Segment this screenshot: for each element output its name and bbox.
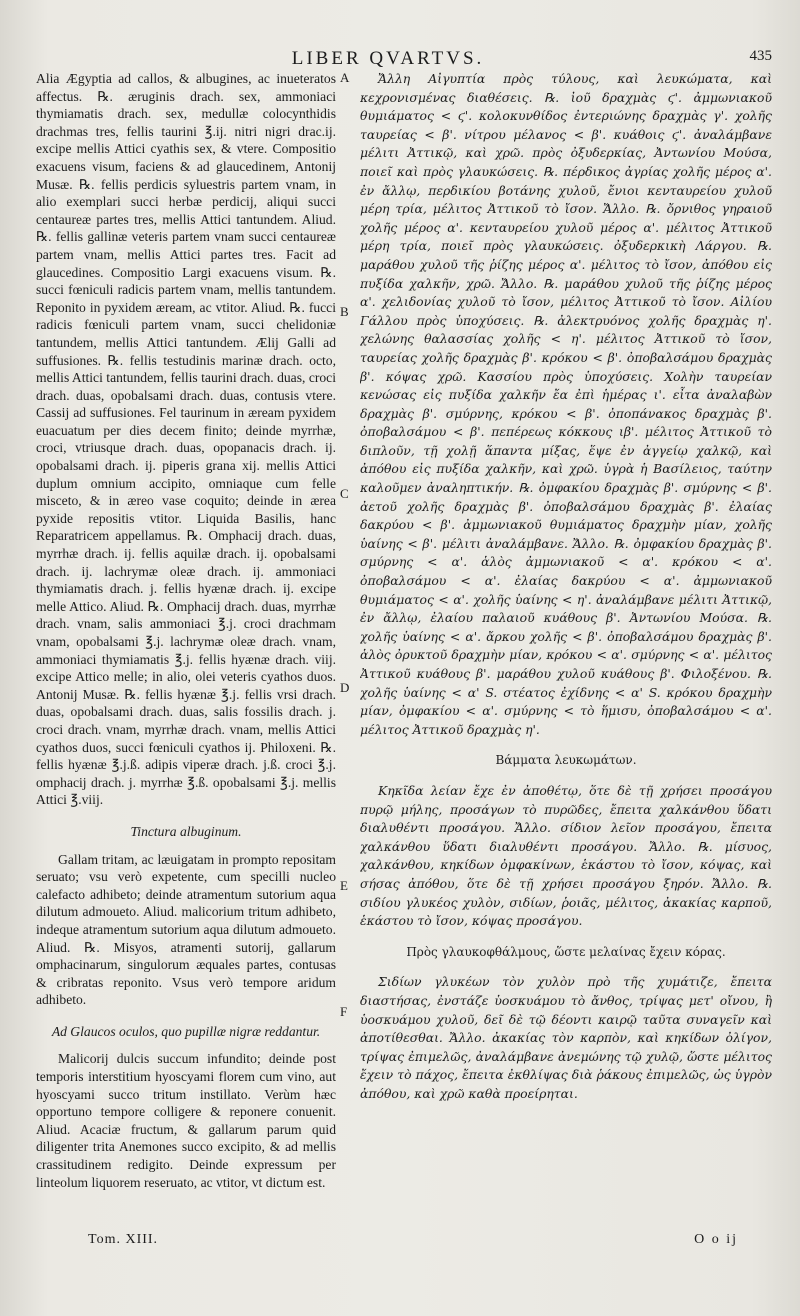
volume-label: Tom. XIII. xyxy=(88,1232,159,1247)
greek-paragraph-3: Σιδίων γλυκέων τὸν χυλὸν πρὸ τῆς χυμάτιζε, ἔπειτα διαστήσας, ἐνστάζε ὑοσκυάμου τὸ ἄνθος, τρίψας μετ' οἴνου, ἢ ὑοσκυάμου χυλοῦ, δεῖ δὲ τῷ δέοντι καιρῷ ταῦτα συναγεῖν καὶ ἀποτίθεσθαι. Ἄλλο. ἀκακίας τὸν καρπὸν, καὶ κηκίδων ὀλίγον, τρίψας ἐπιμελῶς, ἀναλάμβανε ἀνεμώνης τῷ χυλῷ, ὥστε μέλιτος ἔχειν τὸ πάχος, ἔπειτα ἐκθλίψας διὰ ῥάκους ἐπιμελῶς, ὡς ὑγρὸν ἀπόθου, καὶ χρῶ καθὰ προείρηται. xyxy=(360,974,772,1101)
running-head: LIBER QVARTVS. xyxy=(291,48,485,69)
margin-letter-c: C xyxy=(340,486,349,501)
margin-letter-d: D xyxy=(340,680,350,695)
greek-heading-vammata: Βάμματα λευκωμάτων. xyxy=(495,753,637,768)
signature-mark: O o ij xyxy=(694,1232,738,1247)
margin-letter-a: A xyxy=(340,70,350,85)
greek-paragraph-1: Ἄλλη Αἰγυπτία πρὸς τύλους, καὶ λευκώματα, καὶ κεχρονισμένας διαθέσεις. ℞. ἰοῦ δραχμὰς ϛ'. ἀμμωνιακοῦ θυμιάματος < ϛ'. κολοκυνθίδος ἐντεριώνης δραχμὰς γ'. χολῆς ταυρείας < β'. νίτρου μέλανος < β'. κυάθοις ϛ'. ἀναλάμβανε μέλιτι Ἀττικῷ, καὶ χρῶ. πρὸς ὀξυδερκίας, Ἀντωνίου Μούσα, ποιεῖ καὶ πρὸς γλαυκώσεις. ℞. πέρδικος ἀγρίας χολῆς μέρος α'. ἐν ἄλλῳ, περδικίου βοτάνης χυλοῦ, ἔνιοι κενταυρείου χυλοῦ μέρη τρία, μέλιτος Ἀττικοῦ τὸ ἴσον. Ἄλλο. ℞. ὄρνιθος γηραιοῦ χολῆς μέρος α'. κενταυρείου χυλοῦ μέρος α'. μέλιτος Ἀττικοῦ μέρη τρία, ποιεῖ πρὸς γλαυκώσεις. ὀξυδερκικὴ Λάργου. ℞. μαράθου χυλοῦ τῆς ῥίζης μέρος α'. μέλιτος τὸ ἴσον, ἀπόθου εἰς πυξίδα χαλκῆν, χρῶ. Ἄλλο. ℞. μαράθου χυλοῦ τῆς ῥίζης μέρος α'. χελιδονίας χυλοῦ τὸ ἴσον, μέλιτος Ἀττικοῦ τὸ ἴσον. Αἰλίου Γάλλου πρὸς ὑποχύσεις. ℞. ἀλεκτρυόνος χολῆς δραχμὰς η'. χελώνης θαλασσίας χολῆς < η'. μέλιτος Ἀττικοῦ τὸ ἴσον, ταυρείας χολῆς δραχμὰς β'. κρόκου < β'. ὀποβαλσάμου δραχμὰς β'. κόψας χρῶ. Κασσίου πρὸς ὑποχύσεις. Χολὴν ταυρείαν κενώσας εἰς πυξίδα χαλκῆν ἔα ἐπὶ ἡμέρας ι'. εἶτα ἀναλαβὼν δραχμὰς β'. σμύρνης, κρόκου < β'. ὀποπάνακος δραχμὰς β'. ὀποβαλσάμου < β'. πεπέρεως κόκκους ιβ'. μέλιτος Ἀττικοῦ τὸ διπλοῦν, τῇ χολῇ ἅπαντα μίξας, ἕψε ἐν ἀγγείῳ χαλκῷ, καὶ ἀπόθου εἰς πυξίδα χαλκῆν, καὶ χρῶ. ὑγρὰ ἡ Βασίλειος, ταύτην καλοῦμεν ἀναληπτικήν. ℞. ὀμφακίου δραχμὰς β'. σμύρνης < β'. ἀετοῦ χολῆς δραχμὰς β'. ὀποβαλσάμου δραχμὰς β'. ἐλαίας δακρύου < β'. ἀμμωνιακοῦ θυμιάματος δραχμὴν μίαν, χολῆς ὑαίνης < β'. μέλιτι ἀναλάμβανε. Ἄλλο. ℞. ὀμφακίου δραχμὰς β'. σμύρνης < α'. ἁλὸς ἀμμωνιακοῦ < α'. κρόκου < α'. ὀποβαλσάμου < α'. ἐλαίας δακρύου < α'. ἀμμωνιακοῦ θυμιάματος < α'. χολῆς ὑαίνης < η'. ἀναλάμβανε μέλιτι Ἀττικῷ, ἐν ἄλλῳ, ἐλαίου παλαιοῦ κυάθους β'. Ἀντωνίου Μούσα. ℞. χολῆς ὑαίνης < α'. ἄρκου χολῆς < β'. ὀποβαλσάμου δραχμὰς β'. ἁλὸς ὀρυκτοῦ δραχμὴν μίαν, κρόκου < α'. σμύρνης < α'. μέλιτος Ἀττικοῦ κυάθους β'. μαράθου χυλοῦ κυάθους β'. Φιλοξένου. ℞. χολῆς ὑαίνης < α' S. στέατος ἐχίδνης < α' S. κρόκου δραχμὴν μίαν, ὀμφακίου < α'. σμύρνης < τὸ ἥμισυ, ὀποβαλσάμου < α'. μέλιτος Ἀττικοῦ δραχμὰς η'. xyxy=(360,71,772,737)
page-number: 435 xyxy=(749,48,772,64)
latin-heading-tinctura: Tinctura albuginum. xyxy=(130,823,242,839)
latin-column xyxy=(36,70,336,1238)
margin-letter-e: E xyxy=(340,878,348,893)
greek-paragraph-2: Κηκῖδα λείαν ἔχε ἐν ἀποθέτῳ, ὅτε δὲ τῇ χρήσει προσάγου πυρῷ μήλης, προσάγων τὸ πυρῶδες, ἔπειτα χαλκάνθου ὕδατι διαλυθέντι προσάγου. Ἄλλο. σίδιον λεῖον προσάγου, ἔπειτα χαλκάνθου ὕδατι διαλυθέντι προσάγου. Ἄλλο. ℞. μίσυος, χαλκάνθου, κηκίδων ὀμφακίνων, ἑκάστου τὸ ἴσον, κόψας, καὶ σήσας ἀπόθου, ὅτε δὲ τῇ χρήσει προσάγου ξηρόν. Ἄλλο. ℞. σιδίου γλυκέος χυλὸν, σιδίων, ῥοιᾶς, μέλιτος, ἀκακίας καρποῦ, ἑκάστου τὸ ἴσον, κόψας προσάγου. xyxy=(360,782,772,929)
margin-letter-b: B xyxy=(340,304,349,319)
latin-paragraph-2: Gallam tritam, ac læuigatam in prompto repositam seruato; vsu verò expetente, cum specilli nucleo calefacto adhibeto; deinde atramentum sutorium aqua dilutum admoueto. Aliud. malicorium tritum adhibeto, indeque atramentum sutorium aqua dilutum admoueto. Aliud. ℞. Misyos, atramenti sutorij, gallarum omphacinarum, singulorum æquales partes, contusas & cribratas reponito. Vsus verò tempore aridum adhibeto. xyxy=(36,851,336,1008)
latin-paragraph-3: Malicorij dulcis succum infundito; deinde post temporis interstitium hyoscyami florem cum vino, aut hyoscyami succo tritum instillato. Verùm hæc opportuno tempore colligere & reponere conuenit. Aliud. Acaciæ fructum, & gallarum parum quid diligenter trita Anemones succo excipito, & ad mellis crassitudinem redigito. Deinde expressum per linteolum liquorem reseruato, ac vtitor, vt dictum est. xyxy=(36,1051,336,1190)
latin-paragraph-1: Alia Ægyptia ad callos, & albugines, ac inueteratos affectus. ℞. æruginis drach. sex, ammoniaci thymiamatis drach. sex, medullæ colocynthidis drachmas tres, fellis taurini ℥.ij. nitri nigri drac.ij. excipe mellis Attici cyathis sex, & vtere. Compositio exacuens visum, faciens & ad glaucedinem, Antonij Musæ. ℞. fellis perdicis syluestris partem vnam, in alio exemplari succi herbæ perdicij, aliqui succi centaureæ partes tres, mellis Attici tantundem. Aliud. ℞. fellis gallinæ veteris partem vnam succi centaureæ partem vnam, mellis Attici partes tres. Facit ad glaucedines. Compositio Largi exacuens visum. ℞. succi fœniculi radicis partem vnam, mellis tantundem. Reponito in pyxidem æream, ac vtitor. Aliud. ℞. fucci radicis fœniculi partem vnam, succi chelidoniæ tantundem, mellis Attici tantundem. Ælij Galli ad suffusiones. ℞. fellis testudinis marinæ drach. octo, mellis Attici tantundem, fellis taurini drach. duas, croci drach. duas, opobalsami drach. duas, contusis vtere. Cassij ad suffusiones. Fel taurinum in æream pyxidem euacuatum per dies decem finito; deinde myrrhæ, croci, vtriusque drach. duas, opopanacis drach. ij. opobalsami drach. ij. piperis grana xij. mellis Attici duplum omnium accipito, omniaque cum felle misceto, & in æreo vase coquito; deinde in ærea pyxide repositis vtitor. Liquida Basilis, hanc Reparatricem appellamus. ℞. Omphacij drach. duas, myrrhæ drach. ij. fellis aquilæ drach. ij. opobalsami drach. ij. lachrymæ oleæ drach. ij. ammoniaci thymiamatis drach. j. fellis hyænæ drach. ij. excipe melle Attico. Aliud. ℞. Omphacij drach. duas, myrrhæ drach. vnam, salis ammoniaci ℥.j. croci drachmam vnam, opobalsami ℥.j. lachrymæ oleæ drach. vnam, ammoniaci thymiamatis ℥.j. fellis hyænæ drach. viij. excipe Attico melle; in alio, olei veteris cyathos duos. Antonij Musæ. ℞. fellis hyænæ ℥.j. fellis vrsi drach. duas, opobalsami drach. duas, salis fossilis drach. j. croci drach. vnam, myrrhæ drach. vnam, mellis Attici cyathos duos, succi fœniculi cyathos ij. Philoxeni. ℞. fellis hyænæ ℥.j.ß. adipis viperæ drach. j.ß. croci ℥.j. omphacij drach. j. myrrhæ ℥.ß. opobalsami ℥.j. mellis Attici ℥.viij. xyxy=(36,71,336,808)
latin-heading-glaucos: Ad Glaucos oculos, quo pupillæ nigræ reddantur. xyxy=(51,1023,321,1039)
margin-letter-f: F xyxy=(340,1004,348,1019)
greek-column xyxy=(360,70,772,1250)
greek-heading-glaukophthalmous: Πρὸς γλαυκοφθάλμους, ὥστε μελαίνας ἔχειν κόρας. xyxy=(406,944,726,959)
